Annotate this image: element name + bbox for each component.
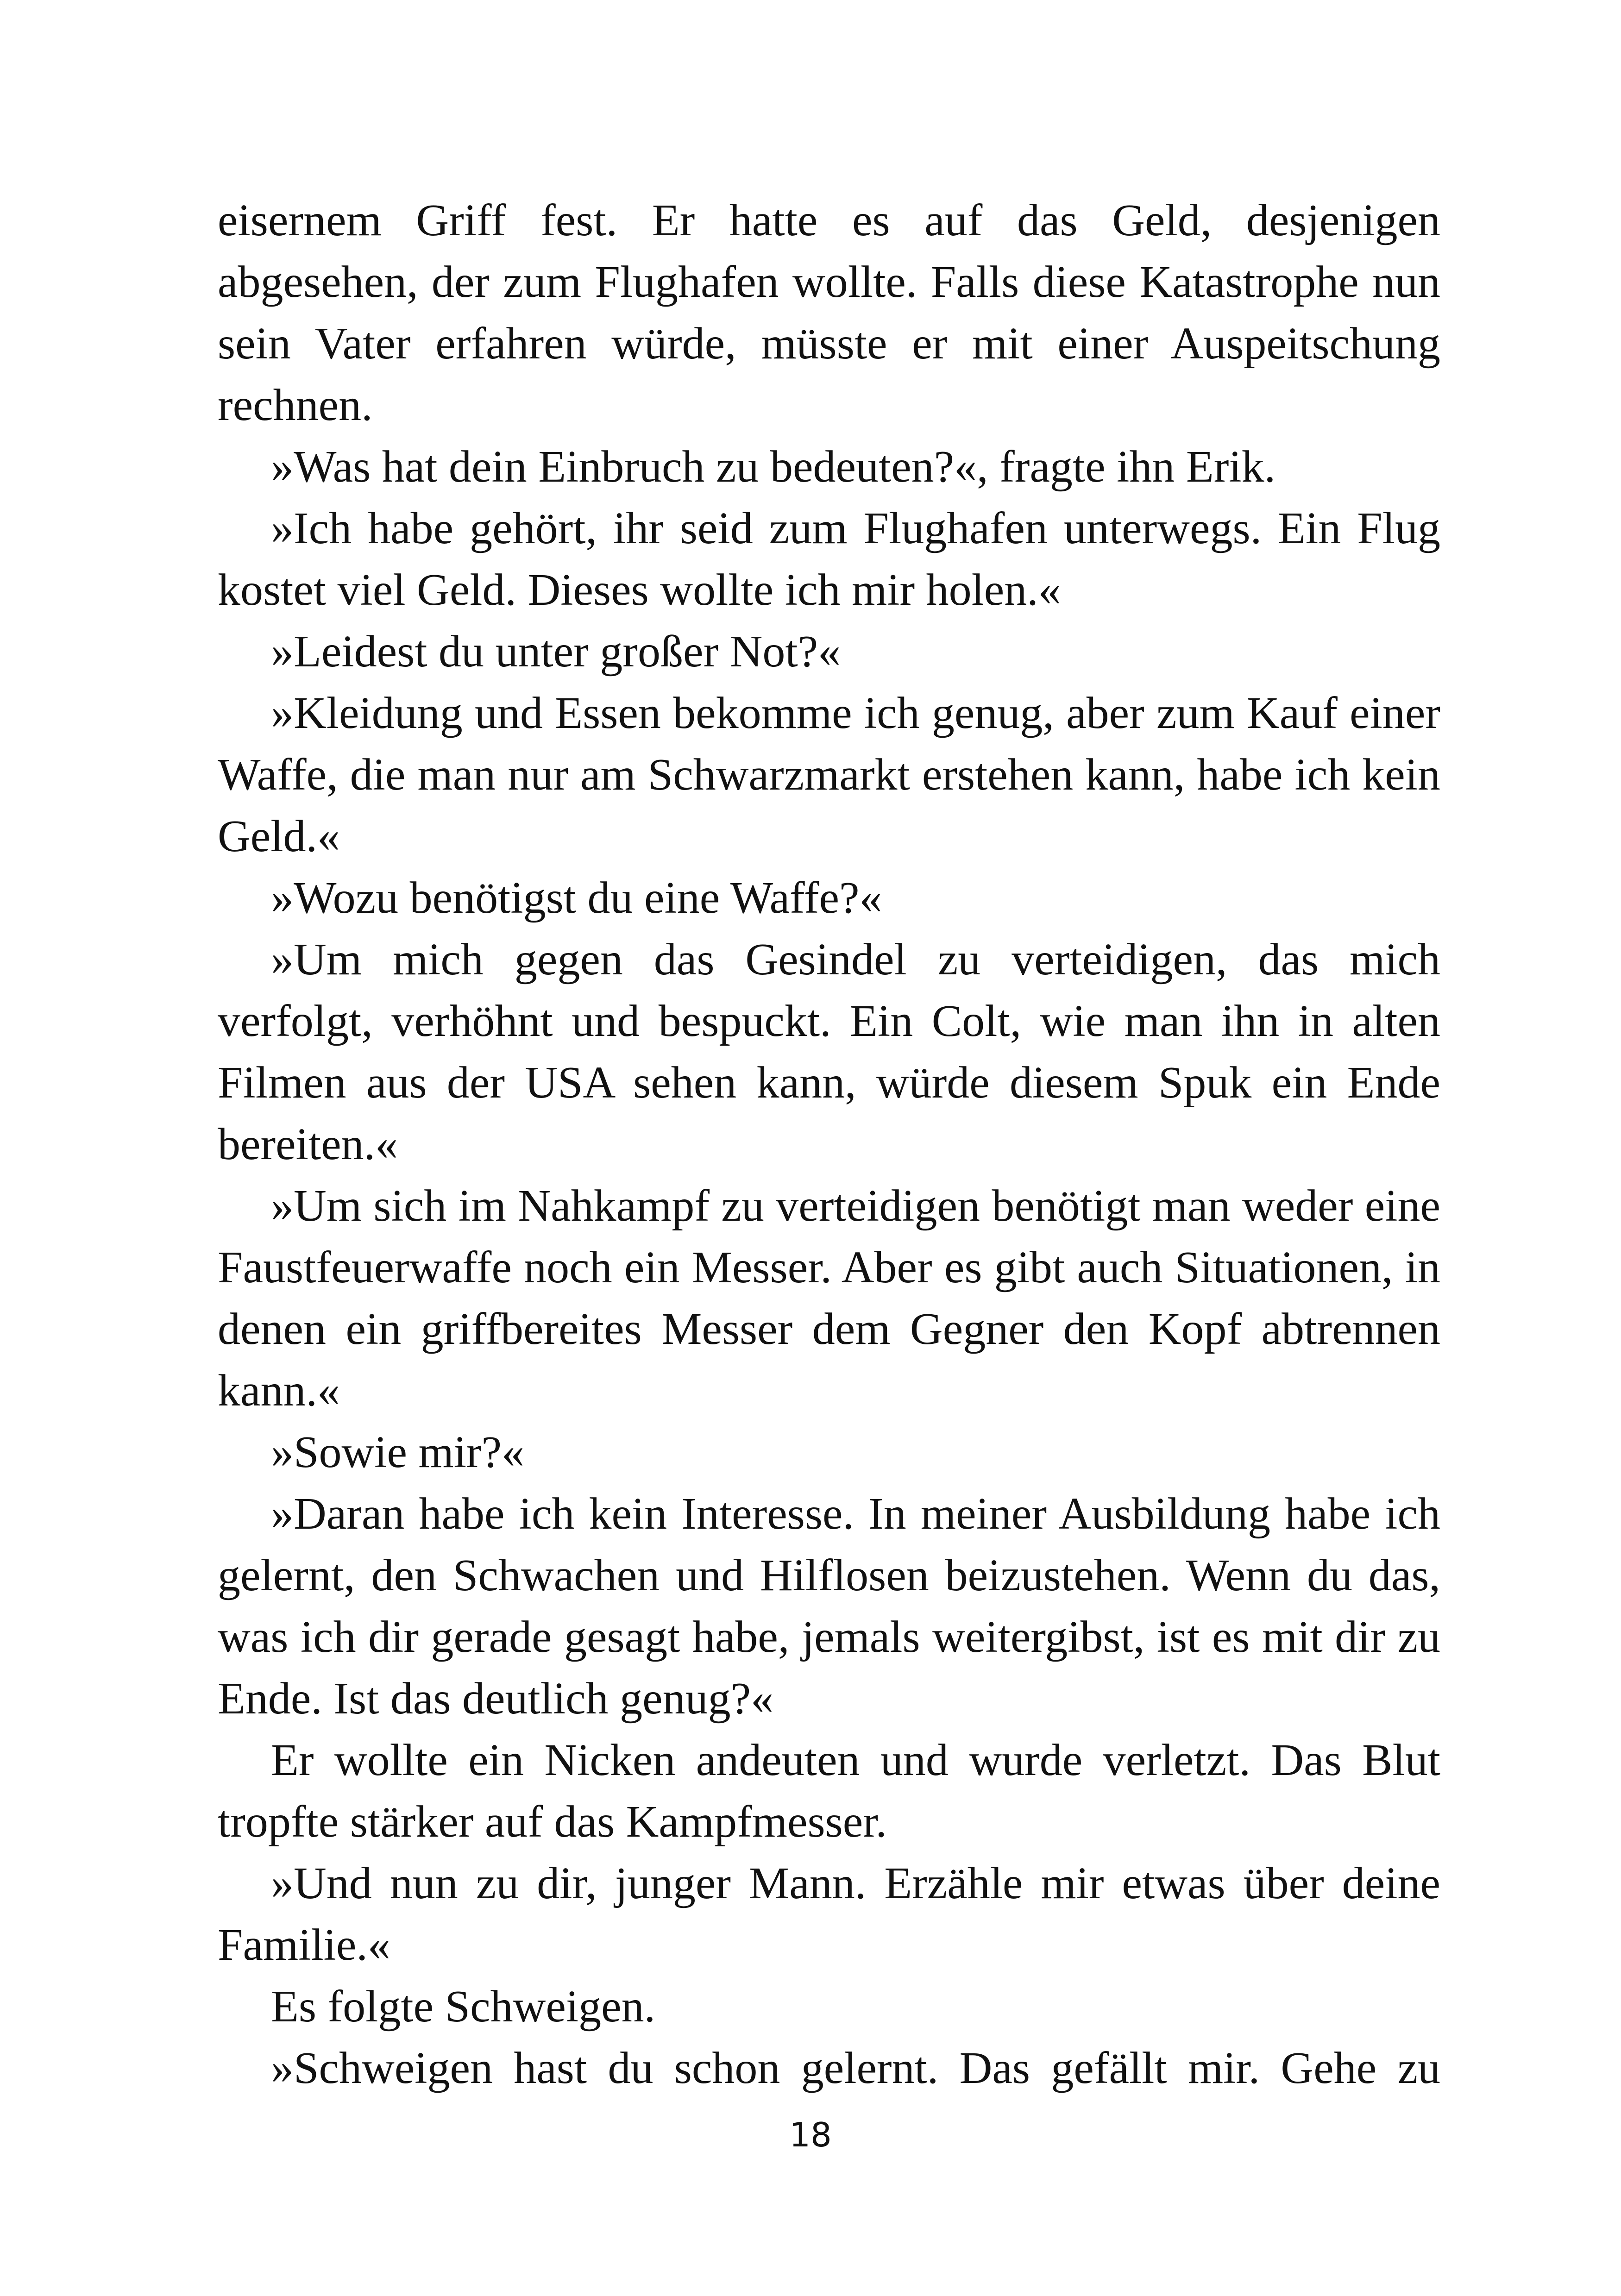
paragraph: »Daran habe ich kein Interesse. In meiner Ausbildung habe ich gelernt, den Schwachen und Hilflosen beizustehen. Wenn du das, was ich dir gerade gesagt habe, jemals weitergibst, ist es mit dir zu Ende. Ist das deutlich genug?« [218, 1489, 1440, 1724]
paragraph: »Was hat dein Einbruch zu bedeuten?«, fragte ihn Erik. [271, 442, 1276, 492]
paragraph: »Wozu benötigst du eine Waffe?« [271, 873, 882, 923]
page-number: 18 [789, 2115, 832, 2154]
paragraph: »Ich habe gehört, ihr seid zum Flughafen unterwegs. Ein Flug kostet viel Geld. Dieses wollte ich mir holen.« [218, 503, 1440, 615]
paragraph: »Leidest du unter großer Not?« [271, 627, 841, 677]
paragraph: »Schweigen hast du schon gelernt. Das gefällt mir. Gehe zu [271, 2043, 1440, 2093]
body-text [218, 190, 1440, 2099]
paragraph: eisernem Griff fest. Er hatte es auf das Geld, desjenigen abgesehen, der zum Flughafen wollte. Falls diese Katastrophe nun sein Vater erfahren würde, müsste er mit einer Auspeitschung rechnen. [218, 195, 1440, 430]
paragraph: »Um mich gegen das Gesindel zu verteidigen, das mich verfolgt, verhöhnt und bespuckt. Ein Colt, wie man ihn in alten Filmen aus der USA sehen kann, würde diesem Spuk ein Ende bereiten.« [218, 935, 1440, 1169]
paragraph: Es folgte Schweigen. [271, 1982, 656, 2032]
paragraph: »Und nun zu dir, junger Mann. Erzähle mir etwas über deine Familie.« [218, 1858, 1440, 1970]
paragraph: Er wollte ein Nicken andeuten und wurde verletzt. Das Blut tropfte stärker auf das Kampfmesser. [218, 1735, 1440, 1847]
paragraph: »Um sich im Nahkampf zu verteidigen benötigt man weder eine Faustfeuerwaffe noch ein Messer. Aber es gibt auch Situationen, in denen ein griffbereites Messer dem Gegner den Kopf abtrennen kann.« [218, 1181, 1440, 1416]
paragraph: »Kleidung und Essen bekomme ich genug, aber zum Kauf einer Waffe, die man nur am Schwarzmarkt erstehen kann, habe ich kein Geld.« [218, 688, 1440, 861]
paragraph: »Sowie mir?« [271, 1427, 525, 1477]
